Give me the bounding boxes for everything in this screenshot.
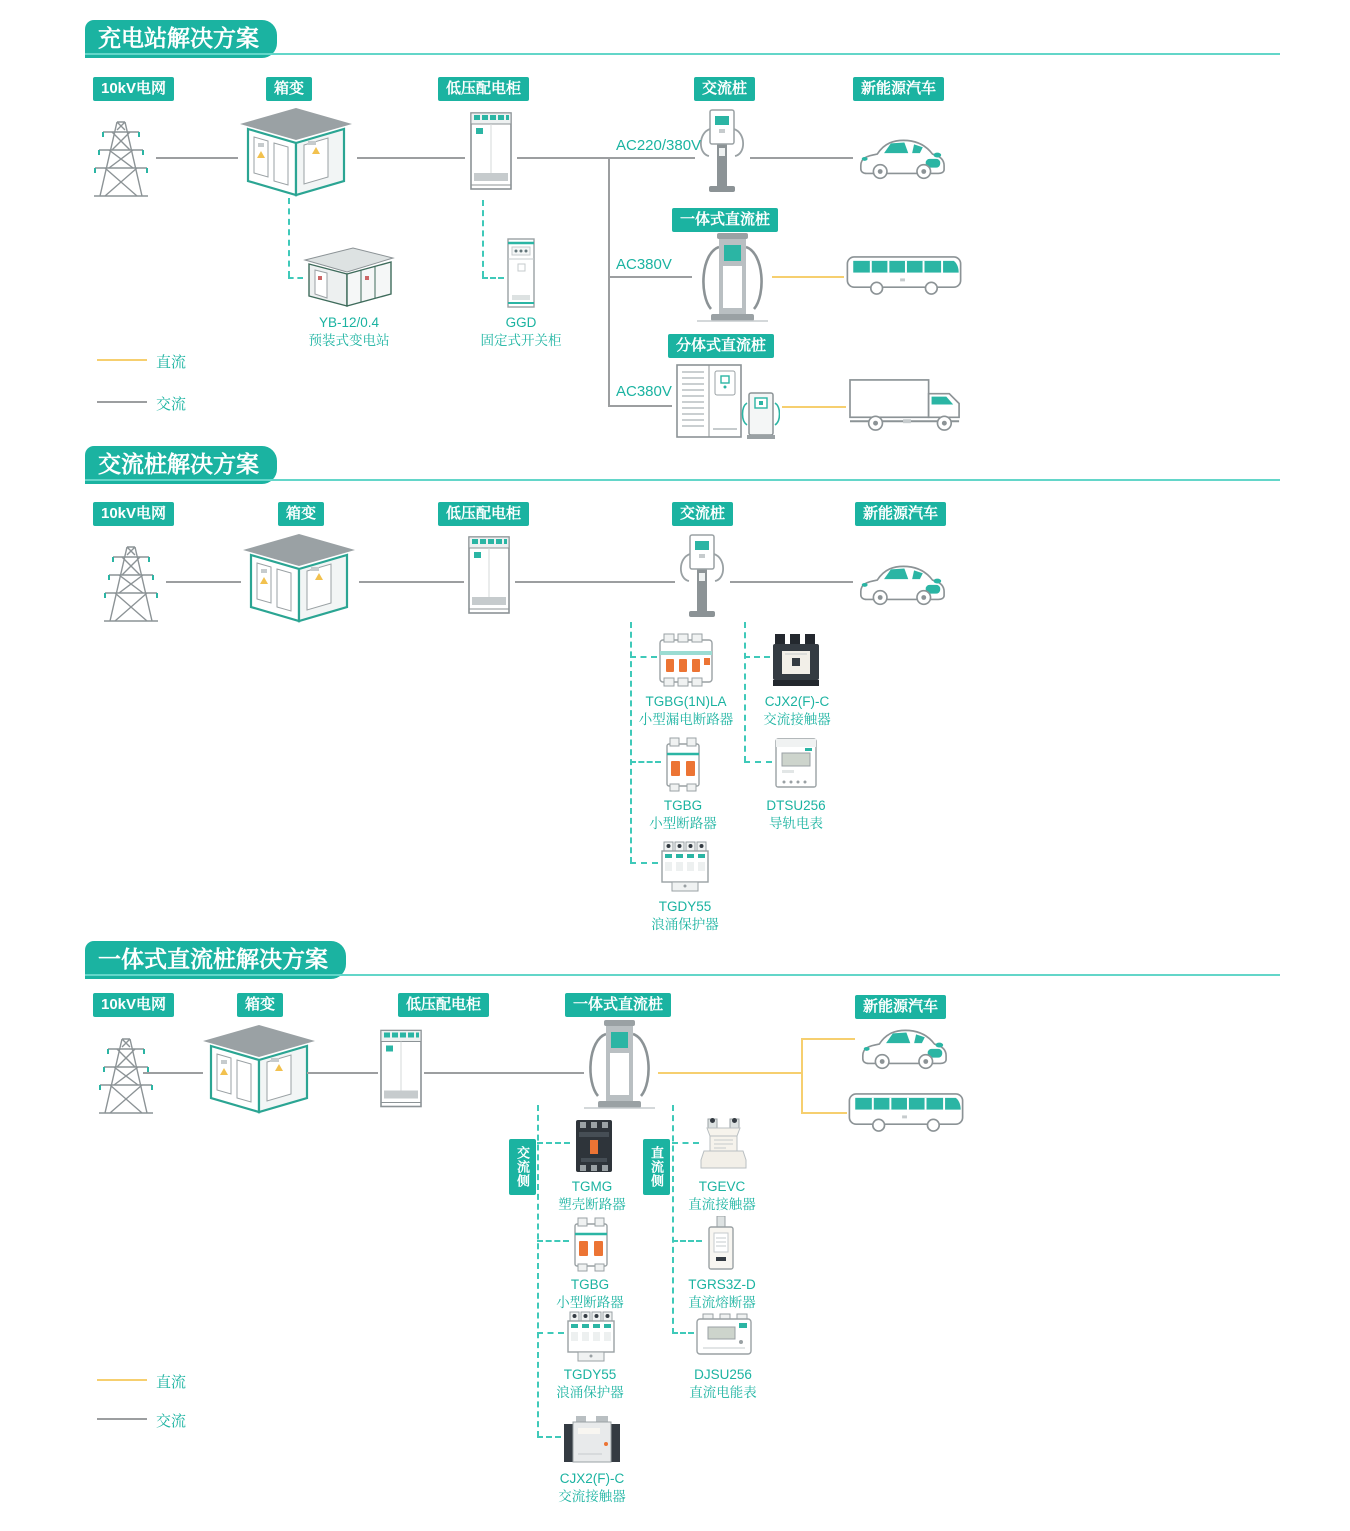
line-cabinet-dcpile (424, 1072, 584, 1074)
component-model: DJSU256 (694, 1367, 752, 1382)
dash-stub (537, 1240, 569, 1242)
component-label (652, 1178, 792, 1214)
section2-title: 交流桩解决方案 (85, 446, 277, 484)
box-transformer-icon (203, 1022, 315, 1114)
mccb-breaker-icon (573, 1118, 615, 1174)
line-branch-dcpile2 (608, 405, 672, 407)
power-grid-tower-icon (95, 1027, 157, 1115)
component-model: TGBG(1N)LA (645, 694, 727, 709)
component-label (727, 693, 867, 729)
component-name: 浪涌保护器 (651, 917, 719, 933)
equipment-name: 固定式开关柜 (480, 333, 562, 349)
component-name: 导轨电表 (769, 816, 823, 832)
s1-badge-dc-pile-split: 分体式直流桩 (668, 334, 774, 358)
line-acpile-car (730, 581, 853, 583)
component-name: 直流熔断器 (688, 1295, 756, 1311)
equipment-model: GGD (505, 315, 537, 330)
s2-badge-ac-pile: 交流桩 (672, 502, 733, 526)
dash-transformer-substation-h (288, 277, 303, 279)
s3-side-label-ac: 交流侧 (509, 1139, 536, 1195)
surge-protector-icon (566, 1310, 616, 1363)
lv-distribution-cabinet-icon (468, 111, 514, 193)
s3-badge-grid: 10kV电网 (93, 993, 174, 1017)
lv-distribution-cabinet-icon (378, 1027, 424, 1112)
component-name: 浪涌保护器 (556, 1385, 624, 1401)
s1-badge-grid: 10kV电网 (93, 77, 174, 101)
power-grid-tower-icon (100, 535, 162, 623)
s2-badge-transformer: 箱变 (278, 502, 324, 526)
dash-stub (537, 1332, 564, 1334)
dash-stub (537, 1142, 570, 1144)
component-label (615, 898, 755, 934)
dash-stub (672, 1240, 702, 1242)
component-name: 直流电能表 (689, 1385, 757, 1401)
component-model: TGEVC (698, 1179, 746, 1194)
dash-col-right (744, 622, 746, 762)
component-model: TGRS3Z-D (688, 1277, 756, 1292)
section3-underline (85, 974, 1280, 976)
mcb-breaker-icon (572, 1216, 610, 1272)
ac-contactor-icon (770, 632, 822, 688)
line-branch-dcpile1 (608, 276, 692, 278)
component-name: 交流接触器 (558, 1489, 626, 1505)
line-transformer-cabinet (357, 157, 465, 159)
legend-dc-label: 直流 (156, 354, 187, 371)
line-acpile-car (750, 157, 853, 159)
legend-ac-label: 交流 (156, 396, 187, 413)
dc-bracket-vertical (801, 1038, 803, 1114)
ev-car-icon (857, 1020, 949, 1072)
s1-voltage-ac-pile: AC220/380V (616, 137, 702, 154)
s2-badge-ev: 新能源汽车 (855, 502, 946, 526)
ev-bus-icon (847, 1092, 965, 1133)
section1-underline (85, 53, 1280, 55)
s3-side-label-dc: 直流侧 (643, 1139, 670, 1195)
legend-dc-line (97, 359, 147, 361)
ev-car-icon (855, 556, 947, 608)
power-grid-tower-icon (90, 110, 152, 198)
dc-pile-integrated-icon (582, 1020, 657, 1110)
section2-underline (85, 479, 1280, 481)
s3-badge-dc-pile-integrated: 一体式直流桩 (565, 993, 671, 1017)
s1-badge-lv-cabinet: 低压配电柜 (438, 77, 529, 101)
component-label (653, 1366, 793, 1402)
s1-badge-ac-pile: 交流桩 (694, 77, 755, 101)
component-model: TGMG (571, 1179, 613, 1194)
s3-badge-lv-cabinet: 低压配电柜 (398, 993, 489, 1017)
line-cabinet-acpile (515, 581, 675, 583)
dash-cabinet-ggd-v (482, 200, 484, 277)
dc-pile-split-icon (675, 363, 780, 441)
dc-pile-integrated-icon (695, 233, 770, 323)
component-label (520, 1366, 660, 1402)
dc-line-to-bus (801, 1112, 847, 1114)
dash-stub (537, 1436, 561, 1438)
dash-stub (630, 761, 661, 763)
branch-vertical-line (608, 157, 610, 407)
s1-badge-transformer: 箱变 (266, 77, 312, 101)
line-branch-acpile (608, 157, 695, 159)
dash-stub (672, 1142, 699, 1144)
dc-energy-meter-icon (695, 1312, 753, 1358)
ev-truck-icon (848, 376, 966, 433)
dash-cabinet-ggd-h (482, 277, 504, 279)
dash-transformer-substation-v (288, 198, 290, 277)
section1-title: 充电站解决方案 (85, 20, 277, 58)
s2-badge-grid: 10kV电网 (93, 502, 174, 526)
s3-badge-ev: 新能源汽车 (855, 995, 946, 1019)
ac-charging-pile-icon (677, 533, 727, 619)
section3-title: 一体式直流桩解决方案 (85, 941, 346, 979)
s1-voltage-dc-split: AC380V (616, 383, 672, 400)
prefab-substation-icon (303, 246, 395, 308)
component-name: 小型断路器 (649, 816, 717, 832)
legend-ac-line (97, 401, 147, 403)
dash-stub (672, 1332, 694, 1334)
dc-contactor-icon (700, 1117, 747, 1169)
component-model: CJX2(F)-C (559, 1471, 625, 1486)
component-name: 直流接触器 (688, 1197, 756, 1213)
component-model: TGDY55 (563, 1367, 617, 1382)
component-name: 塑壳断路器 (558, 1197, 626, 1213)
legend-ac-line (97, 1418, 147, 1420)
ev-car-icon (855, 130, 947, 182)
s1-badge-ev: 新能源汽车 (853, 77, 944, 101)
s2-badge-lv-cabinet: 低压配电柜 (438, 502, 529, 526)
component-name: 小型断路器 (556, 1295, 624, 1311)
dc-fuse-icon (704, 1216, 738, 1272)
mcb-breaker-icon (664, 736, 702, 792)
line-grid-transformer (166, 581, 241, 583)
s1-badge-dc-pile-integrated: 一体式直流桩 (672, 208, 778, 232)
dash-stub (744, 761, 772, 763)
equipment-name: 预装式变电站 (308, 333, 390, 349)
dash-stub (630, 862, 658, 864)
line-cabinet-branch (517, 157, 610, 159)
dc-line-to-car (801, 1038, 855, 1040)
dc-line-pile-truck (782, 406, 846, 408)
component-name: 交流接触器 (763, 712, 831, 728)
dc-line-pile-bracket (658, 1072, 803, 1074)
equipment-model: YB-12/0.4 (318, 315, 380, 330)
component-model: CJX2(F)-C (764, 694, 830, 709)
ac-contactor-big-icon (562, 1414, 622, 1466)
component-model: TGBG (570, 1277, 610, 1292)
ev-bus-icon (845, 255, 963, 296)
ggd-switch-cabinet-icon (506, 237, 536, 309)
equipment-label-ggd (451, 314, 591, 350)
box-transformer-icon (240, 105, 352, 197)
s3-badge-transformer: 箱变 (237, 993, 283, 1017)
component-label (522, 1470, 662, 1506)
line-grid-transformer (143, 1072, 203, 1074)
surge-protector-icon (660, 840, 710, 893)
component-name: 小型漏电断路器 (638, 712, 734, 728)
component-label (726, 797, 866, 833)
component-label (652, 1276, 792, 1312)
lv-distribution-cabinet-icon (466, 535, 512, 617)
equipment-label-yb (279, 314, 419, 350)
box-transformer-icon (243, 531, 355, 623)
line-transformer-cabinet (307, 1072, 378, 1074)
legend-ac-label: 交流 (156, 1413, 187, 1430)
legend-dc-label: 直流 (156, 1374, 187, 1391)
component-model: DTSU256 (766, 798, 826, 813)
line-grid-transformer (156, 157, 238, 159)
component-model: TGDY55 (658, 899, 712, 914)
din-rail-meter-icon (772, 737, 820, 789)
component-label (522, 1178, 662, 1214)
legend-dc-line (97, 1379, 147, 1381)
component-model: TGBG (663, 798, 703, 813)
component-label (520, 1276, 660, 1312)
line-transformer-cabinet (359, 581, 464, 583)
rcbo-breaker-icon (658, 632, 714, 688)
dc-line-pile-bus (772, 276, 844, 278)
s1-voltage-dc-integrated: AC380V (616, 256, 672, 273)
dash-stub (744, 656, 770, 658)
ac-charging-pile-icon (697, 108, 747, 194)
dash-stub (630, 656, 657, 658)
